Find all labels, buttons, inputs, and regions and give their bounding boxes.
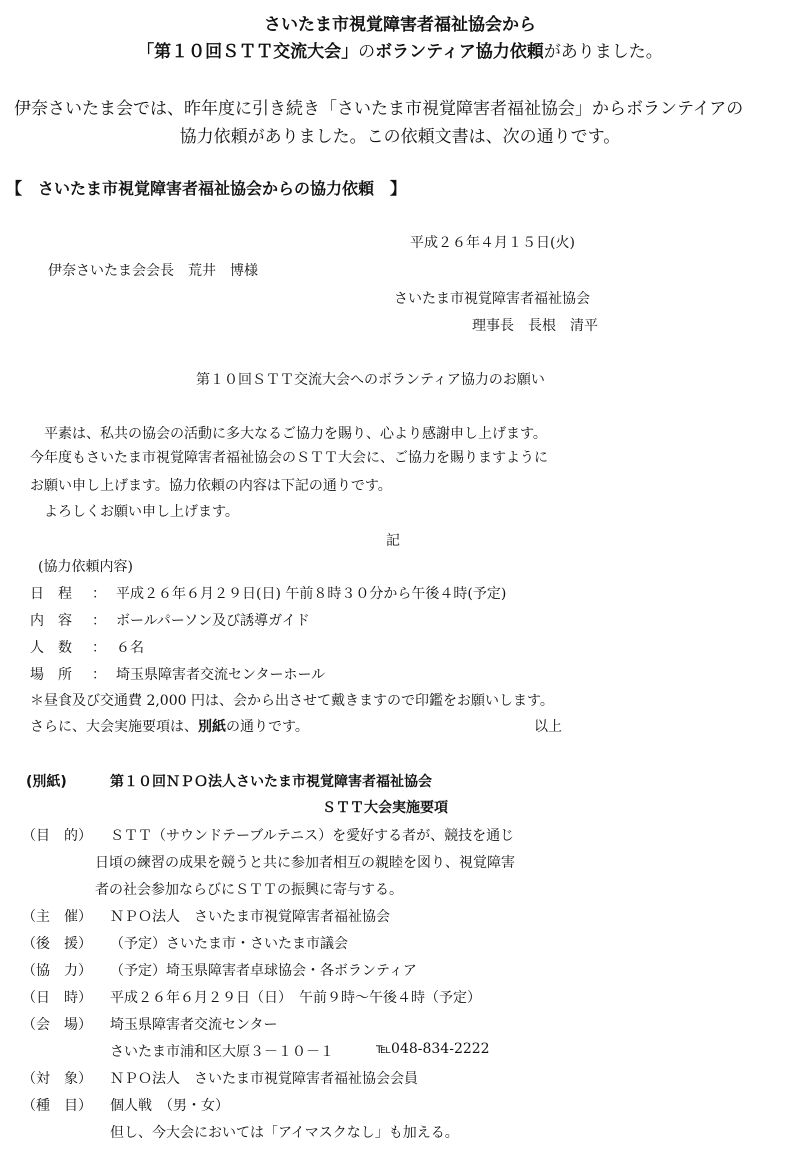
target-label: （対 象）: [22, 1071, 92, 1087]
item-organizer-label: （主 催）: [22, 909, 92, 925]
detail-label: 場 所: [30, 667, 72, 683]
intro-line-1: 伊奈さいたま会では、昨年度に引き続き「さいたま市視覚障害者福祉協会」からボランテイアの: [14, 99, 744, 119]
attachment-title-2: ＳＴＴ大会実施要項: [322, 800, 448, 816]
item-datetime-value: 平成２６年６月２９日（日） 午前９時～午後４時（予定）: [110, 990, 481, 1006]
closing-attachment-ref: 別紙: [198, 719, 226, 735]
letter-note: ＊昼食及び交通費 2,000 円は、会から出させて戴きますので印鑑をお願いします。: [30, 693, 554, 709]
venue-address: さいたま市浦和区大原３－１０－１: [110, 1044, 334, 1060]
purpose-line-3: 者の社会参加ならびにＳＴＴの振興に寄与する。: [95, 882, 403, 898]
header-particle: の: [358, 42, 376, 62]
detail-row-place: [30, 664, 325, 684]
item-datetime-label: （日 時）: [22, 990, 92, 1006]
letter-recipient: 伊奈さいたま会会長 荒井 博様: [48, 263, 258, 279]
letter-subject: 第１０回ＳＴＴ交流大会へのボランティア協力のお願い: [196, 372, 545, 388]
letter-ki: 記: [386, 533, 400, 549]
header-suffix: がありました。: [543, 42, 663, 62]
target-value: ＮＰＯ法人 さいたま市視覚障害者福祉協会会員: [110, 1071, 418, 1087]
details-heading: (協力依頼内容): [38, 559, 133, 575]
detail-row-content: [30, 610, 310, 630]
detail-label: 日 程: [30, 586, 72, 602]
detail-sep: ：: [92, 613, 106, 629]
letter-body-line-4: よろしくお願い申し上げます。: [44, 504, 239, 520]
detail-value: ６名: [116, 640, 144, 656]
event-value: 個人戦 （男・女）: [110, 1098, 229, 1114]
purpose-label: （目 的）: [22, 828, 92, 844]
header-event-name: 「第１０回ＳＴＴ交流大会」: [137, 42, 359, 62]
letter-closing: [30, 716, 309, 736]
detail-row-schedule: [30, 583, 506, 603]
header-line-2: [0, 37, 800, 62]
item-organizer-value: ＮＰＯ法人 さいたま市視覚障害者福祉協会: [110, 909, 390, 925]
letter-sender-org: さいたま市視覚障害者福祉協会: [394, 291, 590, 307]
attachment-tag: (別紙): [26, 774, 67, 790]
detail-row-count: [30, 637, 144, 657]
detail-label: 人 数: [30, 640, 72, 656]
section-title: 【 さいたま市視覚障害者福祉協会からの協力依頼 】: [6, 179, 407, 198]
detail-sep: ：: [92, 586, 106, 602]
letter-body-line-1: 平素は、私共の協会の活動に多大なるご協力を賜り、心より感謝申し上げます。: [44, 426, 547, 442]
detail-value: 平成２６年６月２９日(日) 午前８時３０分から午後４時(予定): [116, 586, 507, 602]
header-request: ボランティア協力依頼: [375, 42, 544, 62]
letter-body-line-2: 今年度もさいたま市視覚障害者福祉協会のＳＴＴ大会に、ご協力を賜りますように: [30, 450, 548, 466]
detail-value: 埼玉県障害者交流センターホール: [116, 667, 326, 683]
detail-value: ボールパーソン及び誘導ガイド: [116, 613, 310, 629]
item-venue-value: 埼玉県障害者交流センター: [110, 1017, 278, 1033]
closing-pre: さらに、大会実施要項は、: [30, 719, 198, 735]
intro-line-2: 協力依頼がありました。この依頼文書は、次の通りです。: [179, 127, 621, 147]
letter-body-line-3: お願い申し上げます。協力依頼の内容は下記の通りです。: [30, 478, 392, 494]
header-line-1: さいたま市視覚障害者福祉協会から: [264, 15, 536, 35]
purpose-line-1: ＳＴＴ（サウンドテーブルテニス）を愛好する者が、競技を通じ: [110, 828, 515, 844]
detail-sep: ：: [92, 640, 106, 656]
letter-date: 平成２６年４月１５日(火): [410, 235, 575, 251]
item-support-label: （後 援）: [22, 936, 92, 952]
purpose-line-2: 日頃の練習の成果を競うと共に参加者相互の親睦を図り、視覚障害: [95, 855, 515, 871]
letter-ijou: 以上: [534, 719, 562, 735]
item-support-value: （予定）さいたま市・さいたま市議会: [110, 936, 348, 952]
event-label: （種 目）: [22, 1098, 92, 1114]
closing-post: の通りです。: [226, 719, 309, 735]
venue-tel: ℡048-834-2222: [376, 1041, 490, 1057]
item-cooperation-value: （予定）埼玉県障害者卓球協会・各ボランティア: [110, 963, 417, 979]
detail-label: 内 容: [30, 613, 72, 629]
letter-sender-person: 理事長 長根 清平: [472, 318, 598, 334]
detail-sep: ：: [92, 667, 106, 683]
item-venue-label: （会 場）: [22, 1017, 92, 1033]
item-cooperation-label: （協 力）: [22, 963, 92, 979]
event-note: 但し、今大会においては「アイマスクなし」も加える。: [110, 1125, 459, 1141]
attachment-title-1: 第１０回ＮＰＯ法人さいたま市視覚障害者福祉協会: [110, 774, 432, 790]
